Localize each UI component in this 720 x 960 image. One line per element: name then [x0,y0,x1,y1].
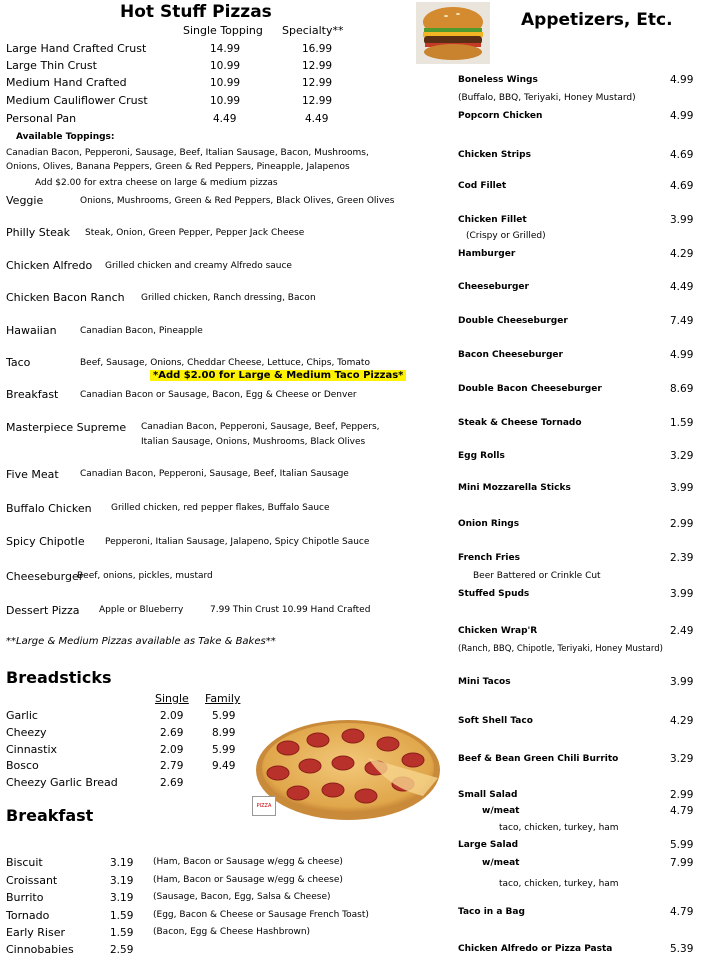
breakfast-desc: (Sausage, Bacon, Egg, Salsa & Cheese) [153,892,331,902]
appetizer-price: 4.29 [670,715,694,727]
appetizer-price: 4.79 [670,805,694,817]
specialty-name: Five Meat [6,468,59,481]
breakfast-price: 3.19 [110,892,134,904]
specialty-name: Masterpiece Supreme [6,421,127,434]
breakfast-name: Tornado [6,909,50,922]
specialty-desc: Grilled chicken, Ranch dressing, Bacon [141,293,316,303]
appetizer-price: 3.99 [670,482,694,494]
appetizer-name: Steak & Cheese Tornado [458,418,582,428]
breakfast-name: Burrito [6,891,44,904]
breakfast-name: Croissant [6,874,58,887]
appetizer-price: 3.99 [670,588,694,600]
size-specialty-price: 16.99 [302,43,333,55]
specialty-desc: Pepperoni, Italian Sausage, Jalapeno, Spicy Chipotle Sauce [105,537,370,547]
specialty-name: Chicken Alfredo [6,259,93,272]
specialty-desc: Steak, Onion, Green Pepper, Pepper Jack Cheese [85,228,305,238]
appetizer-name: w/meat [482,858,520,868]
breakfast-title: Breakfast [6,806,94,825]
size-single-price: 10.99 [210,60,241,72]
appetizer-price: 7.49 [670,315,694,327]
specialty-desc: Italian Sausage, Onions, Mushrooms, Black Olives [141,437,366,447]
pizza-badge: PIZZA [252,796,276,816]
specialty-name: Chicken Bacon Ranch [6,291,125,304]
specialty-desc: Beef, onions, pickles, mustard [77,571,213,581]
specialty-name: Dessert Pizza [6,604,80,617]
appetizer-price: 4.29 [670,248,694,260]
appetizer-name: Cod Fillet [458,181,507,191]
specialty-desc: Onions, Mushrooms, Green & Red Peppers, Black Olives, Green Olives [80,196,395,206]
breakfast-name: Early Riser [6,926,65,939]
appetizer-name: Taco in a Bag [458,907,525,917]
col-single-topping: Single Topping [183,24,263,37]
appetizer-price: 5.99 [670,839,694,851]
appetizer-name: Egg Rolls [458,451,505,461]
specialty-name: Philly Steak [6,226,70,239]
appetizer-price: 4.99 [670,74,694,86]
size-name: Large Hand Crafted Crust [6,42,147,55]
breakfast-desc: (Ham, Bacon or Sausage w/egg & cheese) [153,875,343,885]
specialty-name: Breakfast [6,388,59,401]
appetizer-price: 8.69 [670,383,694,395]
appetizer-price: 1.59 [670,417,694,429]
appetizer-price: 4.99 [670,349,694,361]
appetizer-name: Chicken Alfredo or Pizza Pasta [458,944,613,954]
breadstick-name: Garlic [6,709,38,722]
specialty-desc: Grilled chicken, red pepper flakes, Buffalo Sauce [111,503,330,513]
appetizers-title: Appetizers, Etc. [521,10,673,30]
appetizer-price: 3.29 [670,450,694,462]
breakfast-price: 1.59 [110,910,134,922]
breadstick-single: 2.69 [160,727,184,739]
size-specialty-price: 12.99 [302,77,333,89]
appetizer-price: 2.49 [670,625,694,637]
breakfast-desc: (Bacon, Egg & Cheese Hashbrown) [153,927,311,937]
appetizer-name: Chicken Fillet [458,215,527,225]
appetizer-name: Double Cheeseburger [458,316,568,326]
size-name: Medium Hand Crafted [6,76,127,89]
appetizer-name: French Fries [458,553,520,563]
specialty-desc: Canadian Bacon, Pepperoni, Sausage, Beef, Peppers, [141,422,380,432]
appetizer-name: Mini Mozzarella Sticks [458,483,571,493]
breadstick-name: Bosco [6,759,39,772]
specialty-name: Buffalo Chicken [6,502,92,515]
appetizer-name: Double Bacon Cheeseburger [458,384,602,394]
breadstick-name: Cinnastix [6,743,58,756]
specialty-name: Taco [6,356,31,369]
breadsticks-title: Breadsticks [6,668,112,687]
breadstick-single: 2.09 [160,710,184,722]
specialty-name: Spicy Chipotle [6,535,85,548]
size-single-price: 10.99 [210,77,241,89]
size-name: Medium Cauliflower Crust [6,94,148,107]
appetizer-sub: taco, chicken, turkey, ham [499,823,619,833]
size-single-price: 4.49 [213,113,237,125]
extra-cheese-note: Add $2.00 for extra cheese on large & medium pizzas [35,178,278,188]
breadstick-single: 2.09 [160,744,184,756]
appetizer-sub: taco, chicken, turkey, ham [499,879,619,889]
breadstick-name: Cheezy [6,726,47,739]
appetizer-name: Large Salad [458,840,519,850]
specialty-name: Veggie [6,194,44,207]
appetizer-price: 3.29 [670,753,694,765]
appetizer-name: w/meat [482,806,520,816]
appetizer-name: Popcorn Chicken [458,111,543,121]
breadstick-name: Cheezy Garlic Bread [6,776,118,789]
appetizer-name: Cheeseburger [458,282,529,292]
appetizer-price: 4.69 [670,180,694,192]
toppings-label: Available Toppings: [16,132,115,142]
breadstick-family: 8.99 [212,727,236,739]
taco-pizza-note: *Add $2.00 for Large & Medium Taco Pizzas* [150,370,406,381]
appetizer-sub: (Ranch, BBQ, Chipotle, Teriyaki, Honey Mustard) [458,644,663,654]
appetizer-price: 2.99 [670,789,694,801]
breakfast-name: Cinnobabies [6,943,74,956]
appetizer-sub: Beer Battered or Crinkle Cut [473,571,601,581]
dessert-pizza-prices: 7.99 Thin Crust 10.99 Hand Crafted [210,605,371,615]
appetizer-price: 2.99 [670,518,694,530]
size-single-price: 10.99 [210,95,241,107]
breakfast-price: 3.19 [110,857,134,869]
toppings-line: Canadian Bacon, Pepperoni, Sausage, Beef, Italian Sausage, Bacon, Mushrooms, [6,148,369,158]
specialty-desc: Apple or Blueberry [99,605,184,615]
size-specialty-price: 4.49 [305,113,329,125]
breakfast-desc: (Egg, Bacon & Cheese or Sausage French Toast) [153,910,369,920]
col-family: Family [205,692,241,705]
appetizer-price: 4.49 [670,281,694,293]
appetizer-sub: (Buffalo, BBQ, Teriyaki, Honey Mustard) [458,93,636,103]
appetizer-name: Bacon Cheeseburger [458,350,563,360]
breakfast-price: 3.19 [110,875,134,887]
size-single-price: 14.99 [210,43,241,55]
appetizer-name: Boneless Wings [458,75,538,85]
appetizer-price: 3.99 [670,676,694,688]
pizzas-title: Hot Stuff Pizzas [120,2,272,22]
burger-image [416,2,490,64]
specialty-name: Hawaiian [6,324,57,337]
specialty-desc: Beef, Sausage, Onions, Cheddar Cheese, Lettuce, Chips, Tomato [80,358,370,368]
size-name: Personal Pan [6,112,77,125]
appetizer-price: 3.99 [670,214,694,226]
breadstick-family: 5.99 [212,710,236,722]
pizza-image [248,718,440,822]
appetizer-name: Chicken Wrap'R [458,626,538,636]
take-and-bake-note: **Large & Medium Pizzas available as Take & Bakes** [6,636,276,647]
appetizer-price: 4.79 [670,906,694,918]
breakfast-price: 2.59 [110,944,134,956]
appetizer-name: Small Salad [458,790,518,800]
appetizer-price: 5.39 [670,943,694,955]
size-name: Large Thin Crust [6,59,97,72]
specialty-desc: Grilled chicken and creamy Alfredo sauce [105,261,292,271]
specialty-name: Cheeseburger [6,570,84,583]
appetizer-price: 2.39 [670,552,694,564]
specialty-desc: Canadian Bacon, Pepperoni, Sausage, Beef, Italian Sausage [80,469,349,479]
size-specialty-price: 12.99 [302,60,333,72]
appetizer-price: 7.99 [670,857,694,869]
breakfast-name: Biscuit [6,856,43,869]
appetizer-price: 4.69 [670,149,694,161]
appetizer-name: Beef & Bean Green Chili Burrito [458,754,619,764]
specialty-desc: Canadian Bacon, Pineapple [80,326,203,336]
breadstick-single: 2.79 [160,760,184,772]
size-specialty-price: 12.99 [302,95,333,107]
specialty-desc: Canadian Bacon or Sausage, Bacon, Egg & Cheese or Denver [80,390,357,400]
appetizer-name: Mini Tacos [458,677,511,687]
col-single: Single [155,692,189,705]
breakfast-desc: (Ham, Bacon or Sausage w/egg & cheese) [153,857,343,867]
appetizer-price: 4.99 [670,110,694,122]
appetizer-name: Soft Shell Taco [458,716,533,726]
appetizer-name: Stuffed Spuds [458,589,530,599]
appetizer-name: Hamburger [458,249,516,259]
appetizer-name: Onion Rings [458,519,520,529]
breadstick-family: 9.49 [212,760,236,772]
appetizer-sub: (Crispy or Grilled) [466,231,546,241]
breadstick-single: 2.69 [160,777,184,789]
breadstick-family: 5.99 [212,744,236,756]
col-specialty: Specialty** [282,24,344,37]
breakfast-price: 1.59 [110,927,134,939]
appetizer-name: Chicken Strips [458,150,531,160]
toppings-line: Onions, Olives, Banana Peppers, Green & Red Peppers, Pineapple, Jalapenos [6,162,350,172]
